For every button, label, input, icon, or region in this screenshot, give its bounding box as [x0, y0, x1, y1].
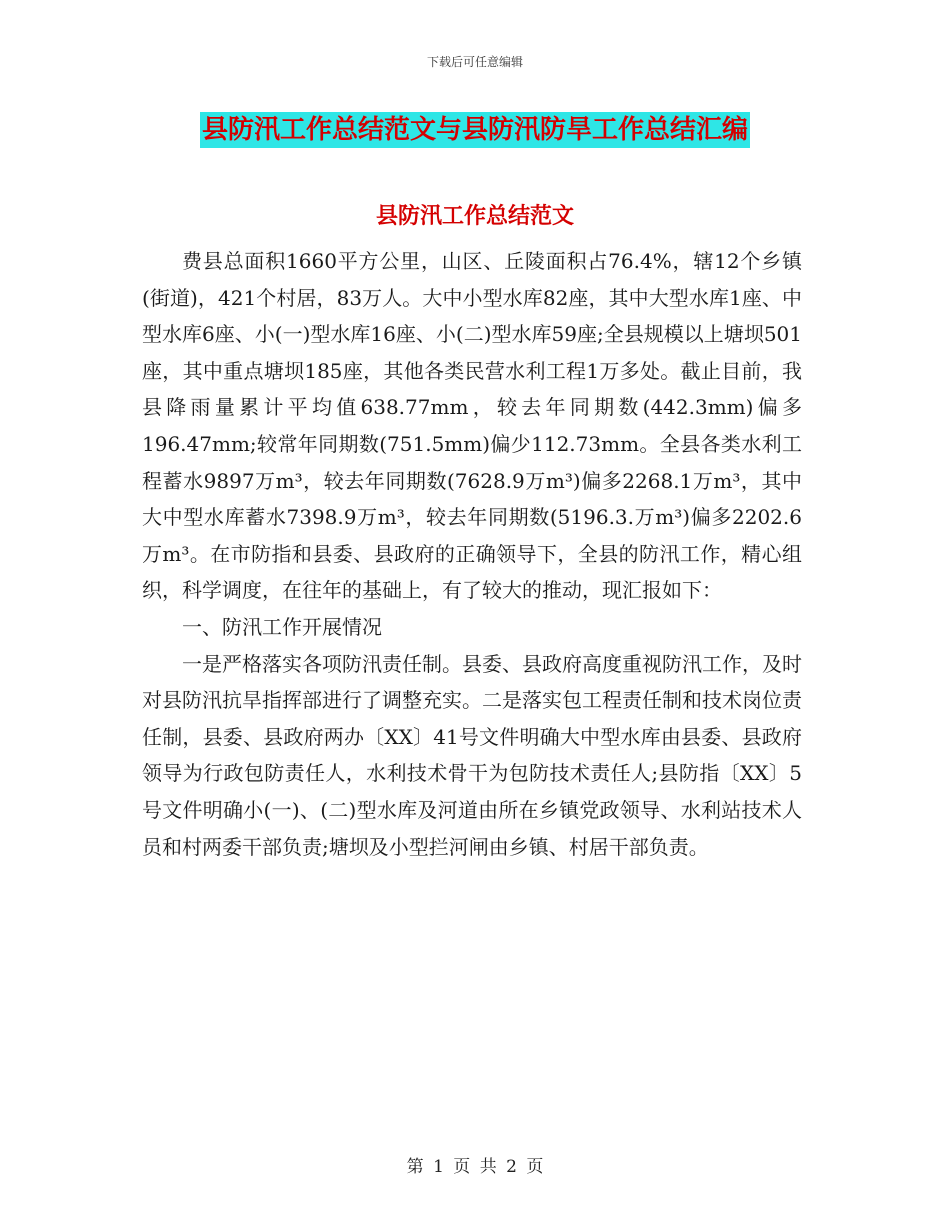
- section-title: 县防汛工作总结范文: [375, 203, 574, 229]
- paragraph-responsibility: 一是严格落实各项防汛责任制。县委、县政府高度重视防汛工作，及时对县防汛抗旱指挥部进行了调整充实。二是落实包工程责任制和技术岗位责任制，县委、县政府两办〔XX〕41号文件明确大中型水库由县委、县政府领导为行政包防责任人，水利技术骨干为包防技术责任人;县防指〔XX〕5号文件明确小(一)、(二)型水库及河道由所在乡镇党政领导、水利站技术人员和村两委干部负责;塘坝及小型拦河闸由乡镇、村居干部负责。: [142, 651, 802, 859]
- main-title: 县防汛工作总结范文与县防汛防旱工作总结汇编: [200, 112, 750, 148]
- paragraph-heading-1: 一、防汛工作开展情况: [182, 614, 382, 639]
- page-header-note: 下载后可任意编辑: [426, 55, 523, 69]
- paragraph-intro: 费县总面积1660平方公里，山区、丘陵面积占76.4%，辖12个乡镇(街道)，421个村居，83万人。大中小型水库82座，其中大型水库1座、中型水库6座、小(一)型水库16座、小(二)型水库59座;全县规模以上塘坝501座，其中重点塘坝185座，其他各类民营水利工程1万多处。截止目前，我县降雨量累计平均值638.77mm，较去年同期数(442.3mm)偏多196.47mm;较常年同期数(751.5mm)偏少112.73mm。全县各类水利工程蓄水9897万m³，较去年同期数(7628.9万m³)偏多2268.1万m³，其中大中型水库蓄水7398.9万m³，较去年同期数(5196.3.万m³)偏多2202.6万m³。在市防指和县委、县政府的正确领导下，全县的防汛工作，精心组织，科学调度，在往年的基础上，有了较大的推动，现汇报如下：: [142, 249, 802, 603]
- page-footer: 第 1 页 共 2 页: [406, 1157, 544, 1177]
- main-title-container: [0, 112, 950, 148]
- document-body: [142, 243, 802, 865]
